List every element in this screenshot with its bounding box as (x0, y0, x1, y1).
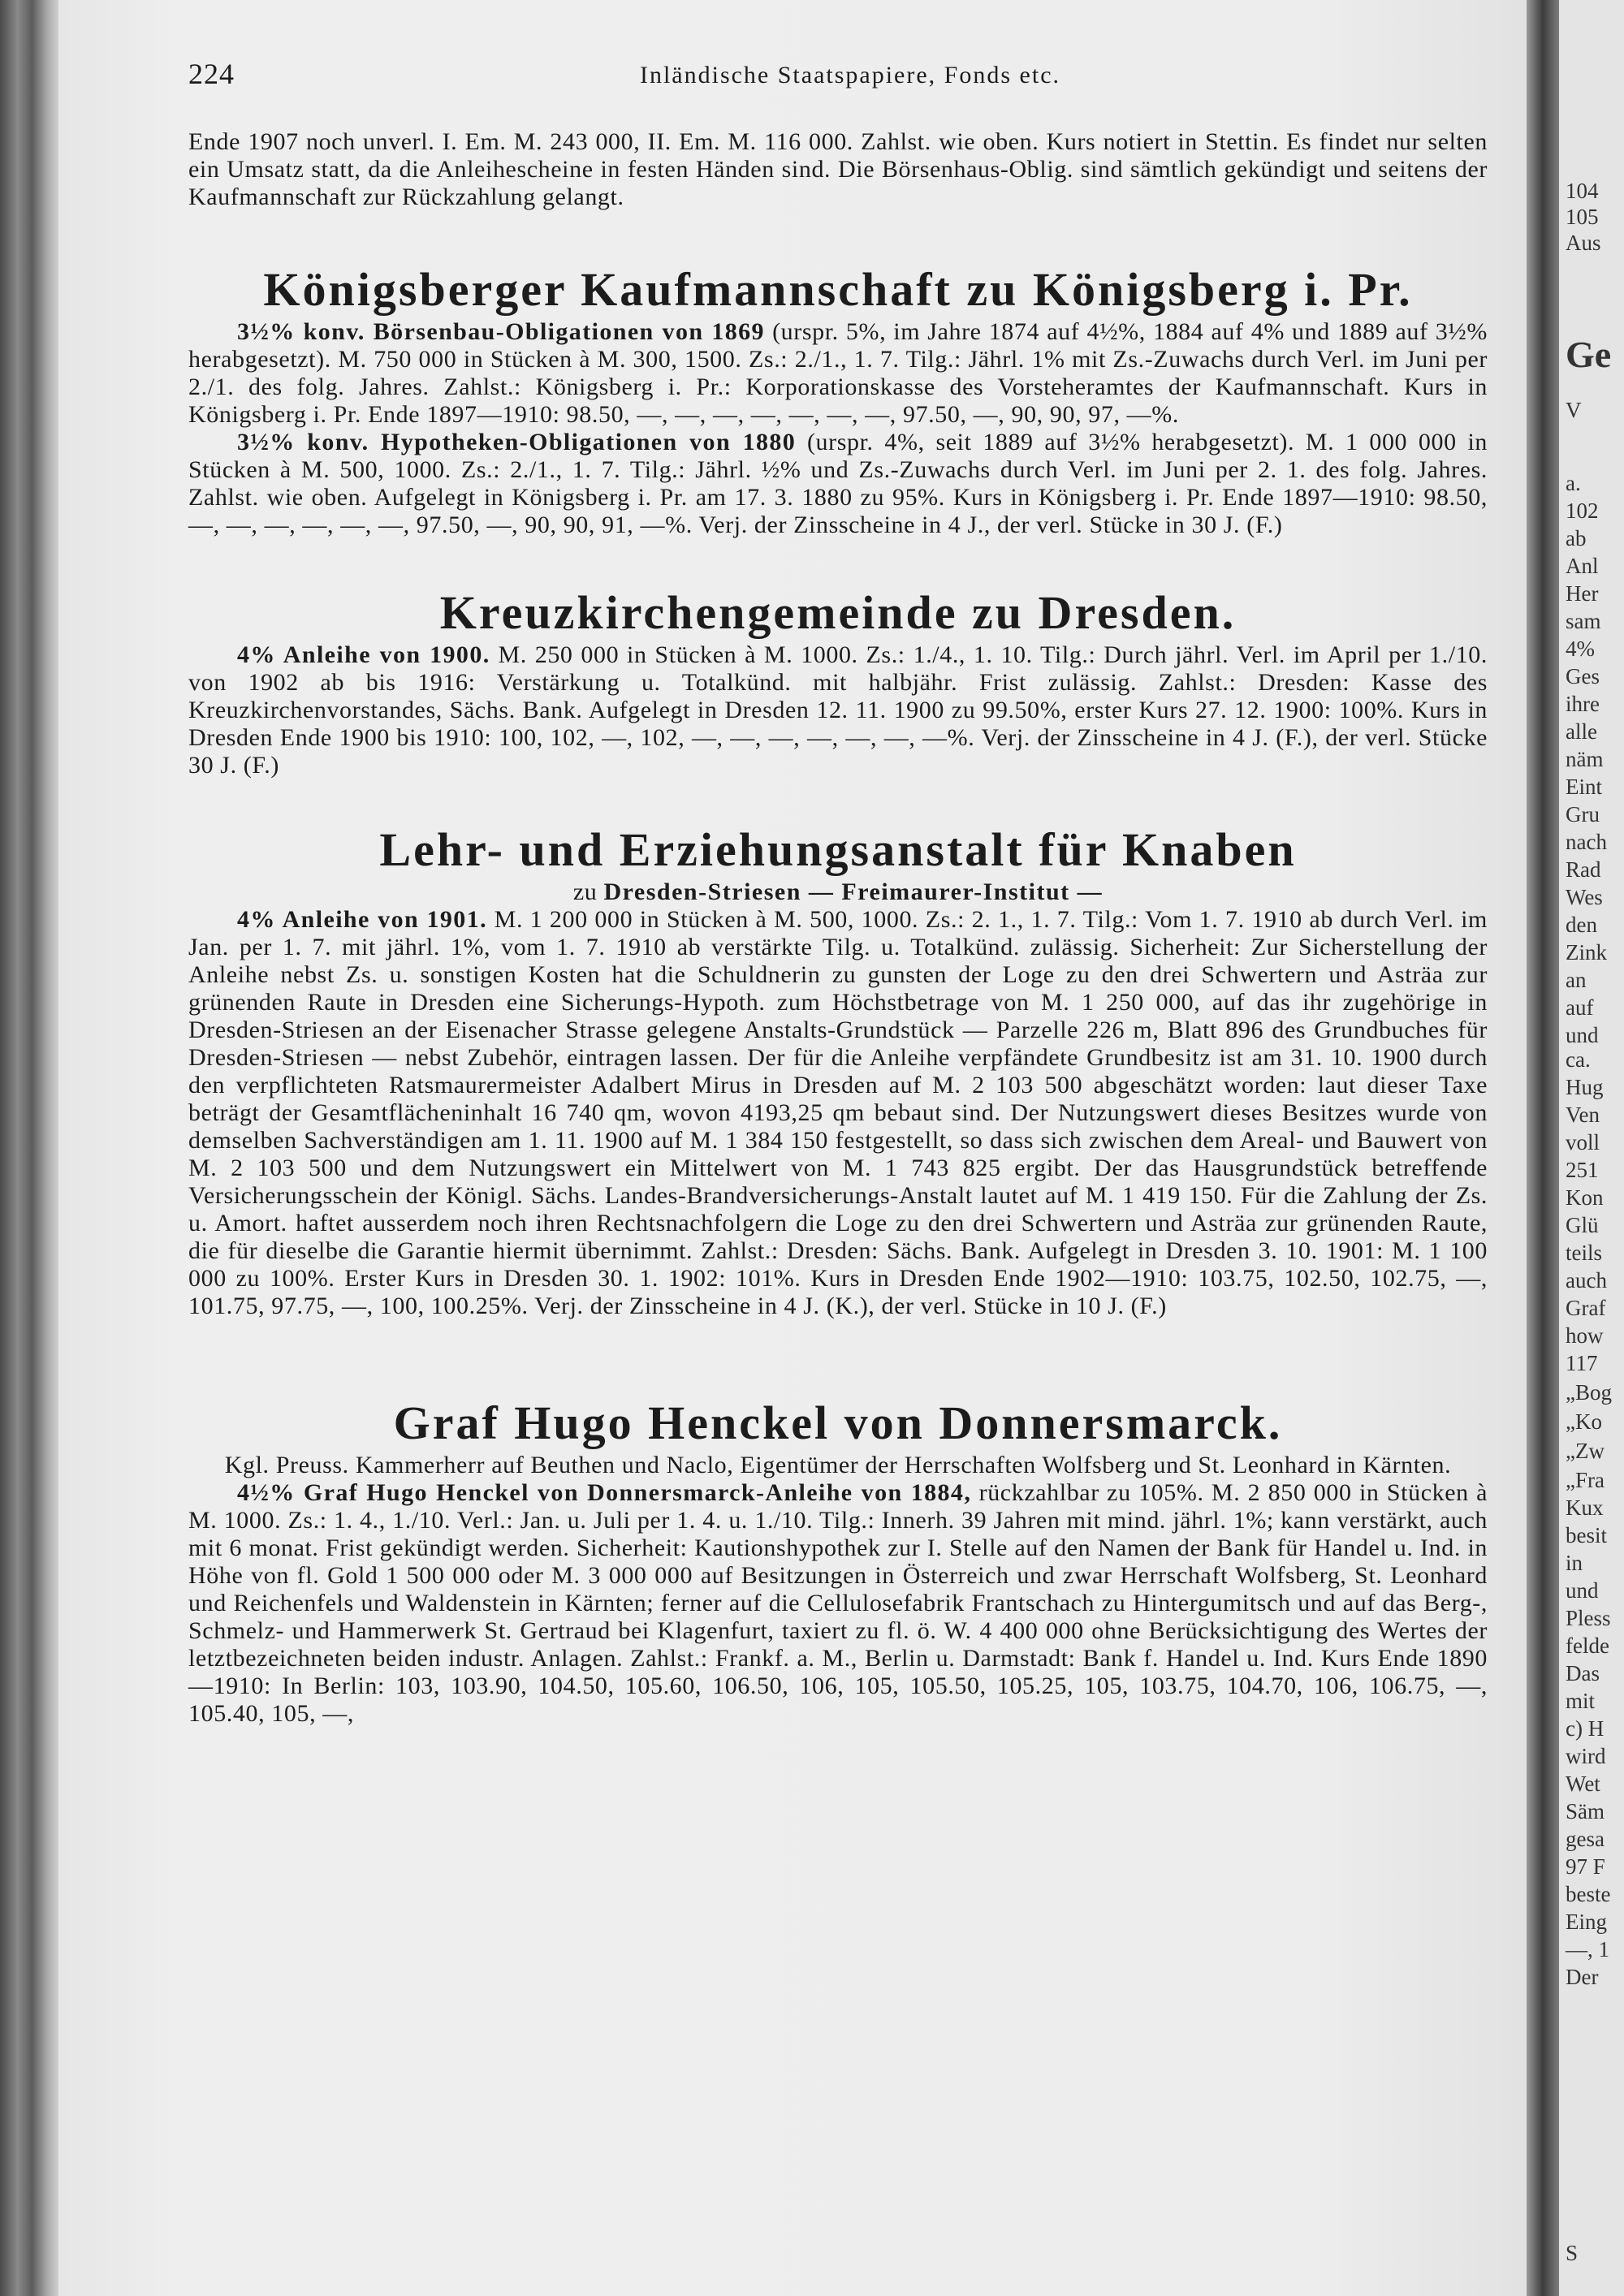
adjacent-page-fragment: und (1566, 1023, 1599, 1047)
entry-lead: 4½% Graf Hugo Henckel von Donnersmarck-Anleihe von 1884, (237, 1479, 972, 1506)
adjacent-page-fragment: Zink (1566, 940, 1607, 965)
adjacent-page-fragment: auf (1566, 995, 1594, 1020)
adjacent-page-fragment: 117 (1566, 1351, 1598, 1375)
adjacent-page-fragment: Wes (1566, 885, 1603, 909)
adjacent-page-fragment: Ven (1566, 1103, 1600, 1127)
entry-text: M. 1 200 000 in Stücken à M. 500, 1000. Zs.: 2. 1., 1. 7. Tilg.: Vom 1. 7. 1910 ab durch Verl. im Jan. per 1. 7. mit jährl. 1%, vom 1. 7. 1910 ab verstärkte Tilg. u. Totalkünd. zulässig. Sicherheit: Zur Sicherstellung der Anleihe nebst Zs. u. sonstigen Kosten hat die Schuldnerin zu gunsten der Loge zu den drei Schwertern und Asträa zur grünenden Raute in Dresden eine Sicherungs-Hypoth. zum Höchstbetrage von M. 1 250 000, auf das ihr zugehörige in Dresden-Striesen an der Eisenacher Strasse gelegene Anstalts-Grundstück — Parzelle 226 m, Blatt 896 des Grundbuches für Dresden-Striesen — nebst Zubehör, eintragen lassen. Der für die Anleihe verpfändete Grundbesitz ist am 31. 10. 1900 durch den verpflichteten Ratsmaurermeister Adalbert Mirus in Dresden auf M. 2 103 500 abgeschätzt worden: laut dieser Taxe beträgt der Gesamtflächeninhalt 16 740 qm, wovon 4193,25 qm bebaut sind. Der Nutzungswert dieses Besitzes wurde von demselben Sachverständigen am 1. 11. 1900 auf M. 1 384 150 festgestellt, so dass sich zwischen dem Areal- und Bauwert von M. 2 103 500 und dem Nutzungswert ein Mittelwert von M. 1 743 825 ergibt. Der das Hausgrundstück betreffende Versicherungsschein der Königl. Sächs. Landes-Brandversicherungs-Anstalt lautet auf M. 1 419 150. Für die Zahlung der Zs. u. Amort. haftet ausserdem noch ihren Rechtsnachfolgern die Loge zu den drei Schwertern und Asträa zur grünenden Raute, die für dieselbe die Garantie hiermit übernimmt. Zahlst.: Dresden: Sächs. Bank. Aufgelegt in Dresden 3. 10. 1901: M. 1 100 000 zu 100%. Erster Kurs in Dresden 30. 1. 1902: 101%. Kurs in Dresden Ende 1902—1910: 103.75, 102.50, 102.75, —, 101.75, 97.75, —, 100, 100.25%. Verj. der Zinsscheine in 4 J. (K.), der verl. Stücke in 10 J. (F.) (188, 906, 1488, 1319)
adjacent-page-fragment: mit (1566, 1689, 1596, 1713)
adjacent-page-fragment: Eint (1566, 775, 1602, 799)
section-title: Königsberger Kaufmannschaft zu Königsberg i. Pr. (263, 263, 1413, 316)
entry-paragraph (188, 429, 1488, 539)
adjacent-page-fragment: Der (1566, 1965, 1599, 1989)
adjacent-page-fragment: an (1566, 968, 1587, 992)
adjacent-page-fragment: 102 (1566, 498, 1599, 523)
section-subtitle (188, 878, 1488, 906)
entry-paragraph (188, 641, 1488, 779)
entry-paragraph (188, 318, 1488, 429)
adjacent-page-fragment: Säm (1566, 1799, 1605, 1823)
adjacent-page-fragment: voll (1566, 1130, 1600, 1154)
entry-lead: 4% Anleihe von 1901. (237, 906, 488, 933)
adjacent-page-fragment: ca. (1566, 1047, 1591, 1072)
adjacent-page-fragment: Kux (1566, 1495, 1604, 1520)
adjacent-page-fragment: ab (1566, 526, 1587, 550)
section-title: Kreuzkirchengemeinde zu Dresden. (439, 586, 1237, 639)
section-title: Lehr- und Erziehungsanstalt für Knaben (379, 823, 1297, 876)
adjacent-page-fragment: how (1566, 1323, 1604, 1348)
running-title: Inländische Staatspapiere, Fonds etc. (639, 62, 1061, 88)
entry-lead: 3½% konv. Börsenbau-Obligationen von 1869 (237, 318, 765, 345)
adjacent-page-fragment: besit (1566, 1523, 1607, 1547)
subtitle-prefix: zu (572, 878, 604, 905)
adjacent-page-fragment: Glü (1566, 1213, 1599, 1237)
adjacent-page-fragment: 97 F (1566, 1854, 1605, 1879)
page-header (188, 57, 1479, 97)
adjacent-page-fragment: c) H (1566, 1716, 1605, 1741)
adjacent-page-fragment: teils (1566, 1241, 1602, 1265)
entry-paragraph (188, 906, 1488, 1320)
adjacent-page-fragment: 104 (1566, 179, 1599, 203)
adjacent-page-fragment: beste (1566, 1882, 1611, 1906)
entry-text: (urspr. 4%, seit 1889 auf 3½% herabgesetzt). M. 1 000 000 in Stücken à M. 500, 1000. Zs.: 2./1., 1. 7. Tilg.: Jährl. ½% und Zs.-Zuwachs durch Verl. im Juni per 2. 1. des folg. Jahres. Zahlst. wie oben. Aufgelegt in Königsberg i. Pr. am 17. 3. 1880 zu 95%. Kurs in Königsberg i. Pr. Ende 1897—1910: 98.50, —, —, —, —, —, —, 97.50, —, 90, 90, 91, —%. Verj. der Zinsscheine in 4 J., der verl. Stücke in 30 J. (F.) (188, 429, 1488, 538)
adjacent-page-fragment: alle (1566, 719, 1597, 744)
adjacent-page-fragment: Das (1566, 1661, 1600, 1685)
adjacent-page-fragment: 251 (1566, 1158, 1599, 1182)
adjacent-page-fragment: Anl (1566, 554, 1599, 578)
adjacent-page-fragment: V (1566, 398, 1582, 422)
adjacent-page-fragment: a. (1566, 471, 1581, 495)
adjacent-page-fragment: Eing (1566, 1910, 1607, 1934)
adjacent-page-fragment: „Fra (1566, 1468, 1605, 1492)
section-erziehungsanstalt (188, 822, 1488, 1320)
adjacent-page-fragment: Kon (1566, 1185, 1604, 1210)
book-binding (0, 0, 58, 2296)
adjacent-page-fragment: und (1566, 1578, 1599, 1603)
adjacent-page-fragment: auch (1566, 1268, 1607, 1293)
adjacent-page-fragment: gesa (1566, 1827, 1605, 1851)
adjacent-page-fragment: sam (1566, 609, 1601, 633)
adjacent-page-fragment: Gru (1566, 802, 1600, 826)
entry-paragraph (188, 1479, 1488, 1728)
adjacent-page-fragment: —, 1 (1566, 1937, 1609, 1962)
entry-text: rückzahlbar zu 105%. M. 2 850 000 in Stücken à M. 1000. Zs.: 1. 4., 1./10. Verl.: Jan. u. Juli per 1. 4. u. 1./10. Tilg.: Innerh. 39 Jahren mit mind. jährl. 1%; kann verstärkt, auch mit 6 monat. Frist gekündigt werden. Sicherheit: Kautionshypothek zur I. Stelle auf den Namen der Bank für Handel u. Ind. in Höhe von fl. Gold 1 500 000 oder M. 3 000 000 auf Besitzungen in Österreich und zwar Herrschaft Wolfsberg, St. Leonhard und Reichenfels und Waldenstein in Kärnten; ferner auf die Cellulosefabrik Frantschach zu Hintergumitsch und auf das Berg-, Schmelz- und Hammerwerk St. Gertraud bei Klagenfurt, taxiert zu fl. ö. W. 4 400 000 ohne Berücksichtigung des Wertes der letztbezeichneten beiden industr. Anlagen. Zahlst.: Frankf. a. M., Berlin u. Darmstadt: Bank f. Handel u. Ind. Kurs Ende 1890—1910: In Berlin: 103, 103.90, 104.50, 105.60, 106.50, 106, 105, 105.50, 105.25, 105, 103.75, 104.70, 106, 106.75, —, 105.40, 105, —, (188, 1479, 1488, 1727)
adjacent-page-fragment: S (1566, 2241, 1579, 2265)
page-number: 224 (188, 58, 235, 90)
page-content (188, 128, 1488, 1728)
adjacent-page-fragment: Her (1566, 581, 1599, 606)
adjacent-page-fragment: ihre (1566, 692, 1600, 716)
page-gutter (1527, 0, 1559, 2296)
adjacent-page-fragment: Rad (1566, 857, 1601, 882)
subtitle-bold: Dresden-Striesen — Freimaurer-Institut — (603, 878, 1104, 905)
adjacent-page-fragment: Wet (1566, 1772, 1600, 1796)
adjacent-page-fragment: „Bog (1566, 1380, 1612, 1405)
adjacent-page-fragment: 105 (1566, 205, 1599, 229)
adjacent-page-fragment: näm (1566, 747, 1604, 771)
adjacent-page-fragment: 4% (1566, 637, 1595, 661)
intro-paragraph: Ende 1907 noch unverl. I. Em. M. 243 000, II. Em. M. 116 000. Zahlst. wie oben. Kurs notiert in Stettin. Es findet nur selten ein Umsatz statt, da die Anleihescheine in festen Händen sind. Die Börsenhaus-Oblig. sind sämtlich gekündigt und seitens der Kaufmannschaft zur Rückzahlung gelangt. (188, 128, 1488, 210)
adjacent-page-fragment: Graf (1566, 1296, 1606, 1320)
entry-lead: 4% Anleihe von 1900. (237, 641, 490, 668)
adjacent-page-fragment: nach (1566, 830, 1607, 854)
adjacent-page-fragment: den (1566, 913, 1597, 937)
adjacent-page-fragment: Aus (1566, 231, 1601, 255)
adjacent-page-fragment: wird (1566, 1744, 1606, 1768)
entry-text: (urspr. 5%, im Jahre 1874 auf 4½%, 1884 auf 4% und 1889 auf 3½% herabgesetzt). M. 750 000 in Stücken à M. 300, 1500. Zs.: 2./1., 1. 7. Tilg.: Jährl. 1% mit Zs.-Zuwachs durch Verl. im Juni per 2./1. des folg. Jahres. Zahlst.: Königsberg i. Pr.: Korporationskasse des Vorsteheramtes der Kaufmannschaft. Kurs in Königsberg i. Pr. Ende 1897—1910: 98.50, —, —, —, —, —, —, —, 97.50, —, 90, 90, 97, —%. (188, 318, 1488, 428)
section-kreuzkirchengemeinde (188, 585, 1488, 779)
adjacent-page-fragment: Ges (1566, 664, 1600, 688)
entry-text: M. 250 000 in Stücken à M. 1000. Zs.: 1./4., 1. 10. Tilg.: Durch jährl. Verl. im April per 1./10. von 1902 ab bis 1916: Verstärkung u. Totalkünd. mit halbjähr. Frist zulässig. Zahlst.: Dresden: Kasse des Kreuzkirchenvorstandes, Sächs. Bank. Aufgelegt in Dresden 12. 11. 1900 zu 99.50%, erster Kurs 27. 12. 1900: 100%. Kurs in Dresden Ende 1900 bis 1910: 100, 102, —, 102, —, —, —, —, —, —, —%. Verj. der Zinsscheine in 4 J. (F.), der verl. Stücke 30 J. (F.) (188, 641, 1488, 779)
adjacent-page-fragment: felde (1566, 1634, 1609, 1658)
adjacent-page-fragment: „Zw (1566, 1439, 1605, 1463)
section-henckel-donnersmarck (188, 1395, 1488, 1728)
adjacent-page-fragment: Hug (1566, 1075, 1604, 1099)
adjacent-page-edge (1559, 0, 1624, 2296)
adjacent-page-fragment: Pless (1566, 1606, 1611, 1630)
section-title: Graf Hugo Henckel von Donnersmarck. (393, 1396, 1283, 1449)
adjacent-page-fragment: „Ko (1566, 1409, 1602, 1434)
adjacent-page-fragment: in (1566, 1551, 1583, 1575)
section-koenigsberg (188, 261, 1488, 539)
entry-lead: 3½% konv. Hypotheken-Obligationen von 1880 (237, 429, 797, 455)
section-subtitle: Kgl. Preuss. Kammerherr auf Beuthen und Naclo, Eigentümer der Herrschaften Wolfsberg und St. Leonhard in Kärnten. (224, 1452, 1452, 1478)
adjacent-page-fragment: Ge (1566, 334, 1612, 375)
